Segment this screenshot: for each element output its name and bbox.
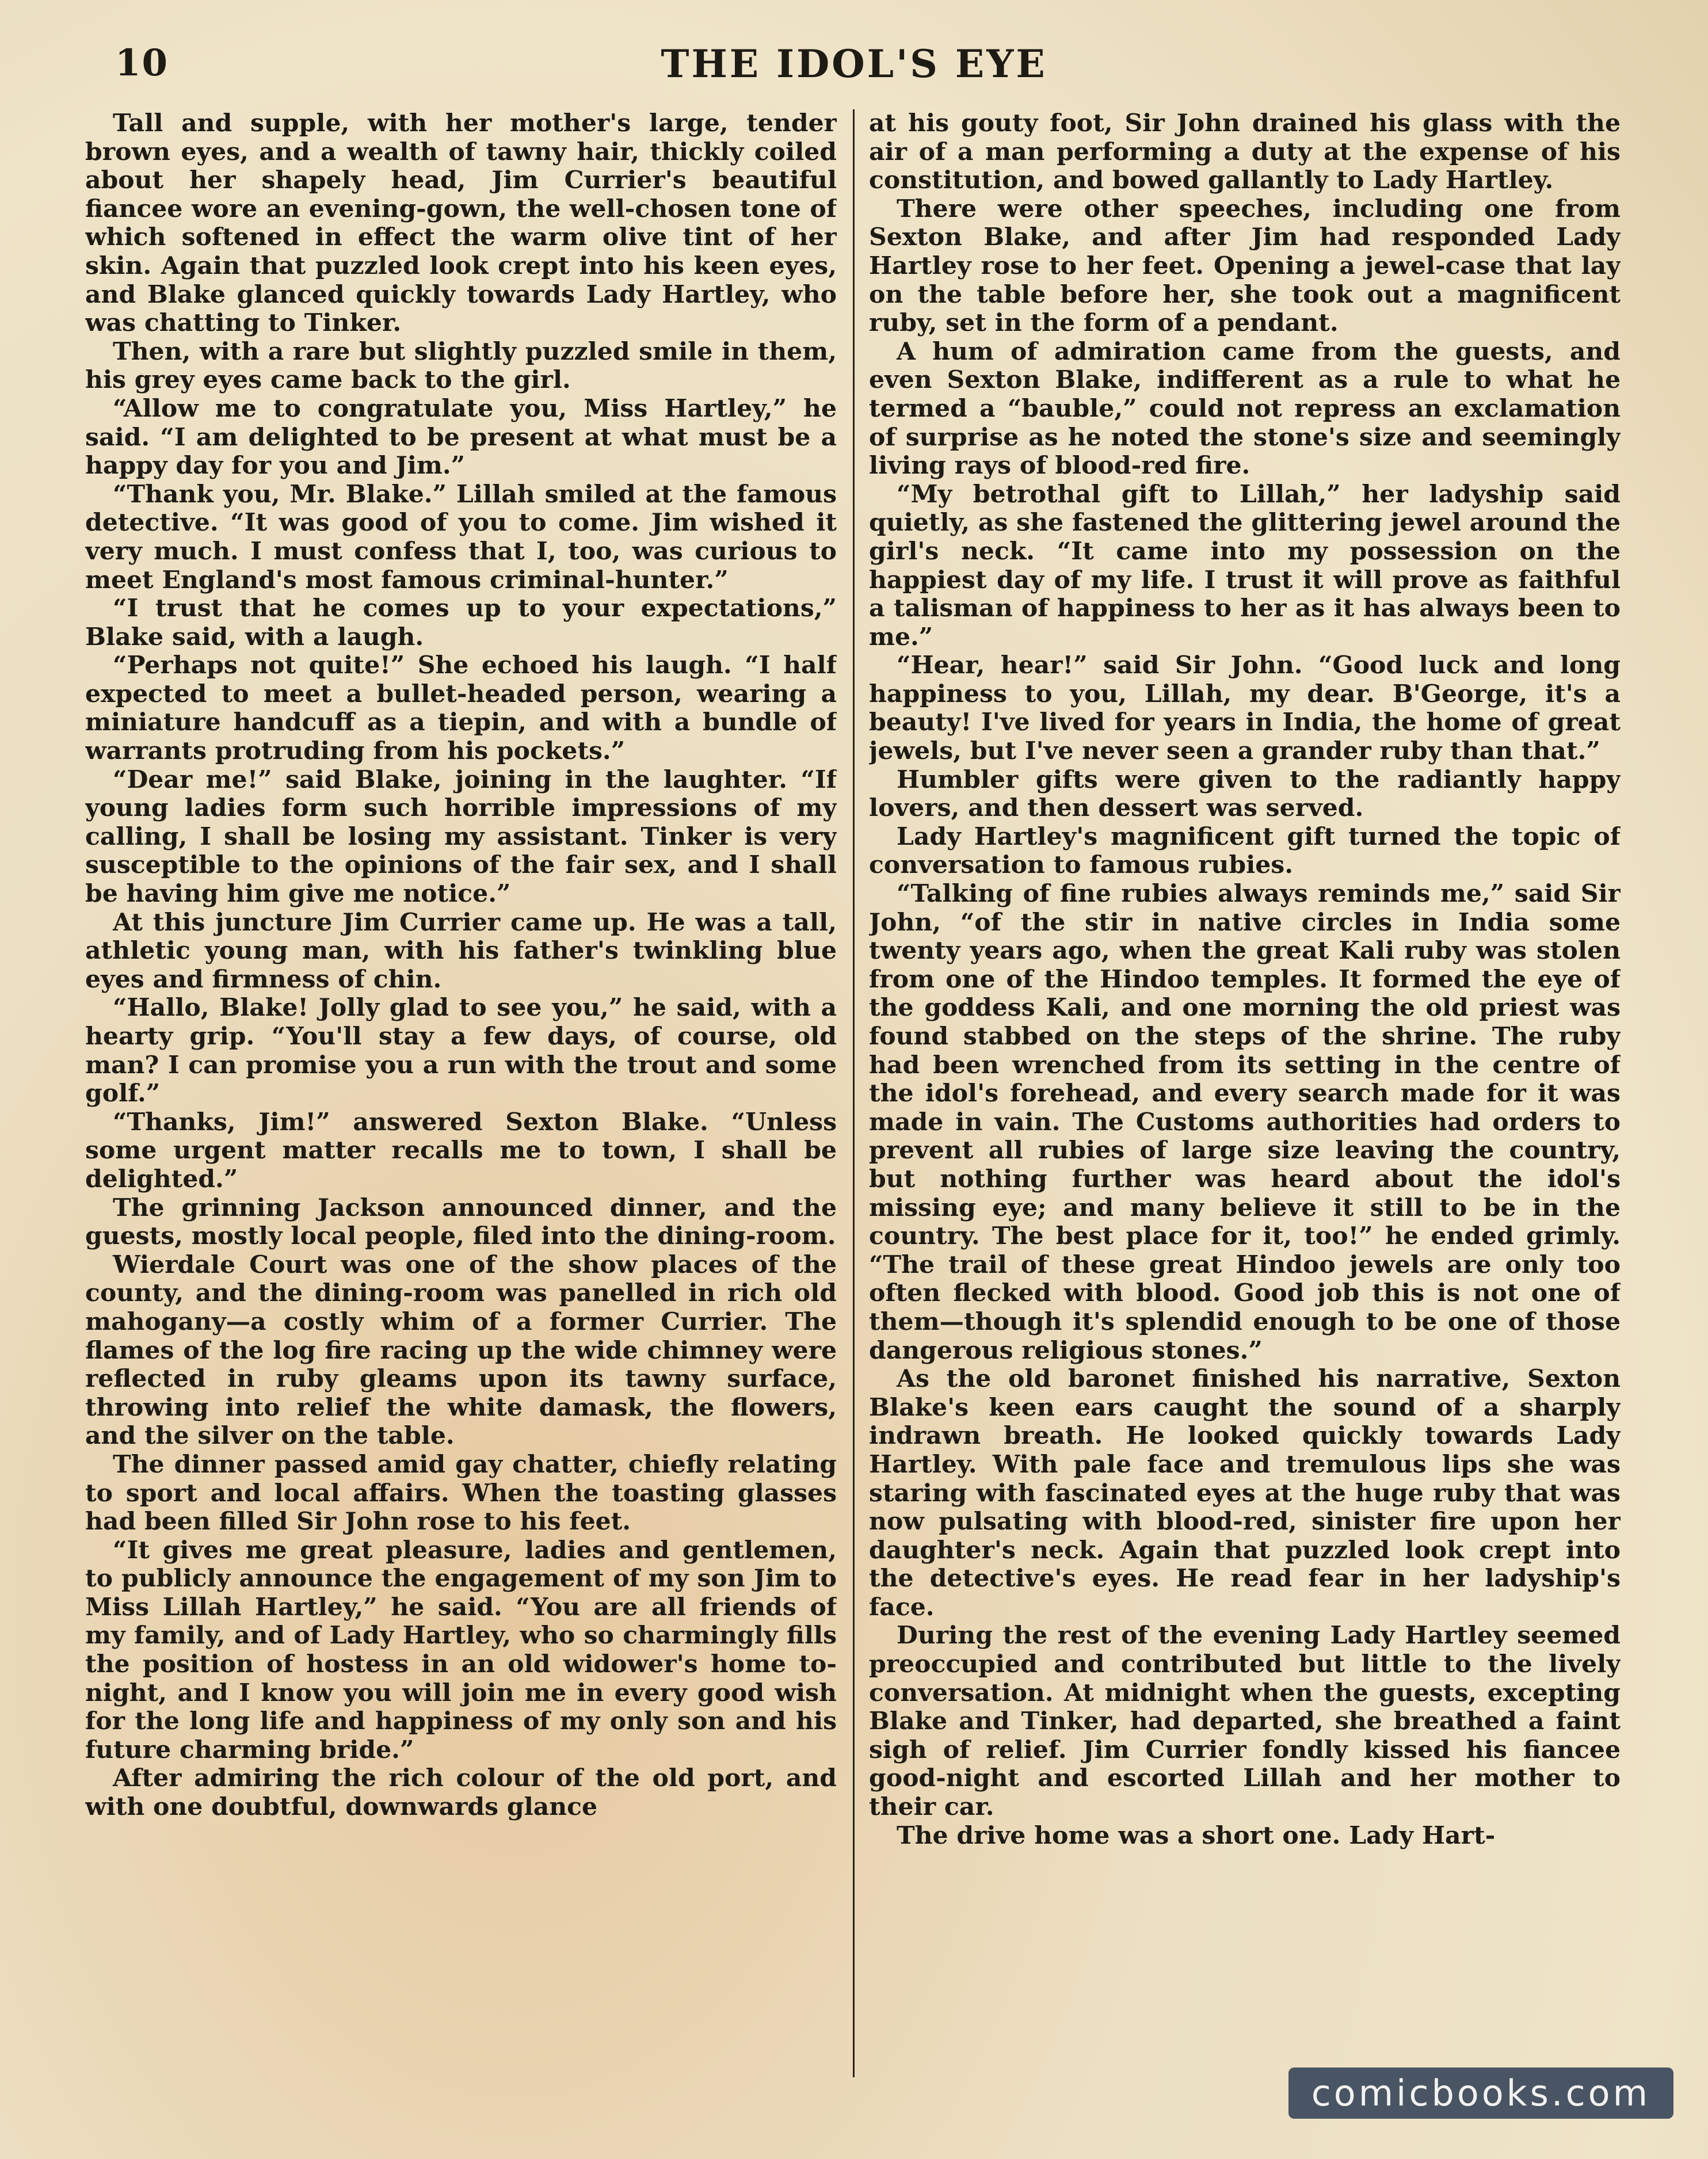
paragraph: Then, with a rare but slightly puzzled smile in them, his grey eyes came back to the girl.	[85, 337, 837, 395]
page-number: 10	[115, 41, 169, 85]
paragraph: “I trust that he comes up to your expectations,” Blake said, with a laugh.	[85, 594, 837, 651]
paragraph: The drive home was a short one. Lady Hart-	[897, 1821, 1496, 1850]
paragraph: “Hear, hear!” said Sir John. “Good luck and long happiness to you, Lillah, my dear. B'George, it's a beauty! I've lived for years in India, the home of great jewels, but I've never seen a grander ruby than that.”	[869, 651, 1621, 766]
paragraph: The grinning Jackson announced dinner, and the guests, mostly local people, filed into the dining-room.	[85, 1193, 837, 1251]
paragraph: “Talking of fine rubies always reminds me,” said Sir John, “of the stir in native circles in India some twenty years ago, when the great Kali ruby was stolen from one of the Hindoo temples. It formed the eye of the goddess Kali, and one morning the old priest was found stabbed on the steps of the shrine. The ruby had been wrenched from its setting in the centre of the idol's forehead, and every search made for it was made in vain. The Customs authorities had orders to prevent all rubies of large size leaving the country, but nothing further was heard about the idol's missing eye; and many believe it still to be in the country. The best place for it, too!” he ended grimly. “The trail of these great Hindoo jewels are only too often flecked with blood. Good job this is not one of them—though it's splendid enough to be one of those dangerous religious stones.”	[869, 879, 1621, 1365]
watermark-logo: comicbooks.com	[1288, 2068, 1673, 2119]
paragraph: “Allow me to congratulate you, Miss Hartley,” he said. “I am delighted to be present at what must be a happy day for you and Jim.”	[85, 394, 837, 480]
paragraph: The dinner passed amid gay chatter, chiefly relating to sport and local affairs. When the toasting glasses had been filled Sir John rose to his feet.	[85, 1449, 837, 1536]
paragraph: “Thanks, Jim!” answered Sexton Blake. “Unless some urgent matter recalls me to town, I shall be delighted.”	[85, 1107, 837, 1193]
paragraph: at his gouty foot, Sir John drained his glass with the air of a man performing a duty at the expense of his constitution, and bowed gallantly to Lady Hartley.	[869, 109, 1621, 195]
paragraph: Lady Hartley's magnificent gift turned the topic of conversation to famous rubies.	[869, 822, 1621, 880]
paragraph: Wierdale Court was one of the show places of the county, and the dining-room was panelled in rich old mahogany—a costly whim of a former Currier. The flames of the log fire racing up the wide chimney were reflected in ruby gleams upon its tawny surface, throwing into relief the white damask, the flowers, and the silver on the table.	[85, 1250, 837, 1451]
paragraph: There were other speeches, including one from Sexton Blake, and after Jim had responded Lady Hartley rose to her feet. Opening a jewel-case that lay on the table before her, she took out a magnificent ruby, set in the form of a pendant.	[869, 194, 1621, 338]
paragraph: As the old baronet finished his narrative, Sexton Blake's keen ears caught the sound of a sharply indrawn breath. He looked quickly towards Lady Hartley. With pale face and tremulous lips she was staring with fascinated eyes at the huge ruby that was now pulsating with blood-red, sinister fire upon her daughter's neck. Again that puzzled look crept into the detective's eyes. He read fear in her ladyship's face.	[869, 1364, 1621, 1622]
paragraph: Humbler gifts were given to the radiantly happy lovers, and then dessert was served.	[869, 765, 1621, 823]
paragraph: During the rest of the evening Lady Hartley seemed preoccupied and contributed but little to the lively conversation. At midnight when the guests, excepting Blake and Tinker, had departed, she breathed a faint sigh of relief. Jim Currier fondly kissed his fiancee good-night and escorted Lillah and her mother to their car.	[869, 1621, 1621, 1822]
paragraph: At this juncture Jim Currier came up. He was a tall, athletic young man, with his father's twinkling blue eyes and firmness of chin.	[85, 907, 837, 994]
paragraph: After admiring the rich colour of the old port, and with one doubtful, downwards glance	[85, 1764, 837, 1822]
paragraph: Tall and supple, with her mother's large, tender brown eyes, and a wealth of tawny hair, thickly coiled about her shapely head, Jim Currier's beautiful fiancee wore an evening-gown, the well-chosen tone of which softened in effect the warm olive tint of her skin. Again that puzzled look crept into his keen eyes, and Blake glanced quickly towards Lady Hartley, who was chatting to Tinker.	[85, 109, 837, 338]
text-columns	[85, 109, 1621, 2100]
paragraph: “Hallo, Blake! Jolly glad to see you,” he said, with a hearty grip. “You'll stay a few days, of course, old man? I can promise you a run with the trout and some golf.”	[85, 993, 837, 1108]
paragraph: A hum of admiration came from the guests, and even Sexton Blake, indifferent as a rule to what he termed a “bauble,” could not repress an exclamation of surprise as he noted the stone's size and seemingly living rays of blood-red fire.	[869, 337, 1621, 480]
paragraph: “Perhaps not quite!” She echoed his laugh. “I half expected to meet a bullet-headed person, wearing a miniature handcuff as a tiepin, and with a bundle of warrants protruding from his pockets.”	[85, 651, 837, 766]
paragraph: “It gives me great pleasure, ladies and gentlemen, to publicly announce the engagement of my son Jim to Miss Lillah Hartley,” he said. “You are all friends of my family, and of Lady Hartley, who so charmingly fills the position of hostess in an old widower's home to-night, and I know you will join me in every good wish for the long life and happiness of my only son and his future charming bride.”	[85, 1535, 837, 1764]
left-column	[85, 109, 837, 2100]
paragraph: “Thank you, Mr. Blake.” Lillah smiled at the famous detective. “It was good of you to come. Jim wished it very much. I must confess that I, too, was curious to meet England's most famous criminal-hunter.”	[85, 479, 837, 594]
paragraph: “Dear me!” said Blake, joining in the laughter. “If young ladies form such horrible impressions of my calling, I shall be losing my assistant. Tinker is very susceptible to the opinions of the fair sex, and I shall be having him give me notice.”	[85, 765, 837, 909]
paragraph: “My betrothal gift to Lillah,” her ladyship said quietly, as she fastened the glittering jewel around the girl's neck. “It came into my possession on the happiest day of my life. I trust it will prove as faithful a talisman of happiness to her as it has always been to me.”	[869, 479, 1621, 651]
running-title: THE IDOL'S EYE	[661, 41, 1047, 86]
right-column	[869, 109, 1621, 2100]
